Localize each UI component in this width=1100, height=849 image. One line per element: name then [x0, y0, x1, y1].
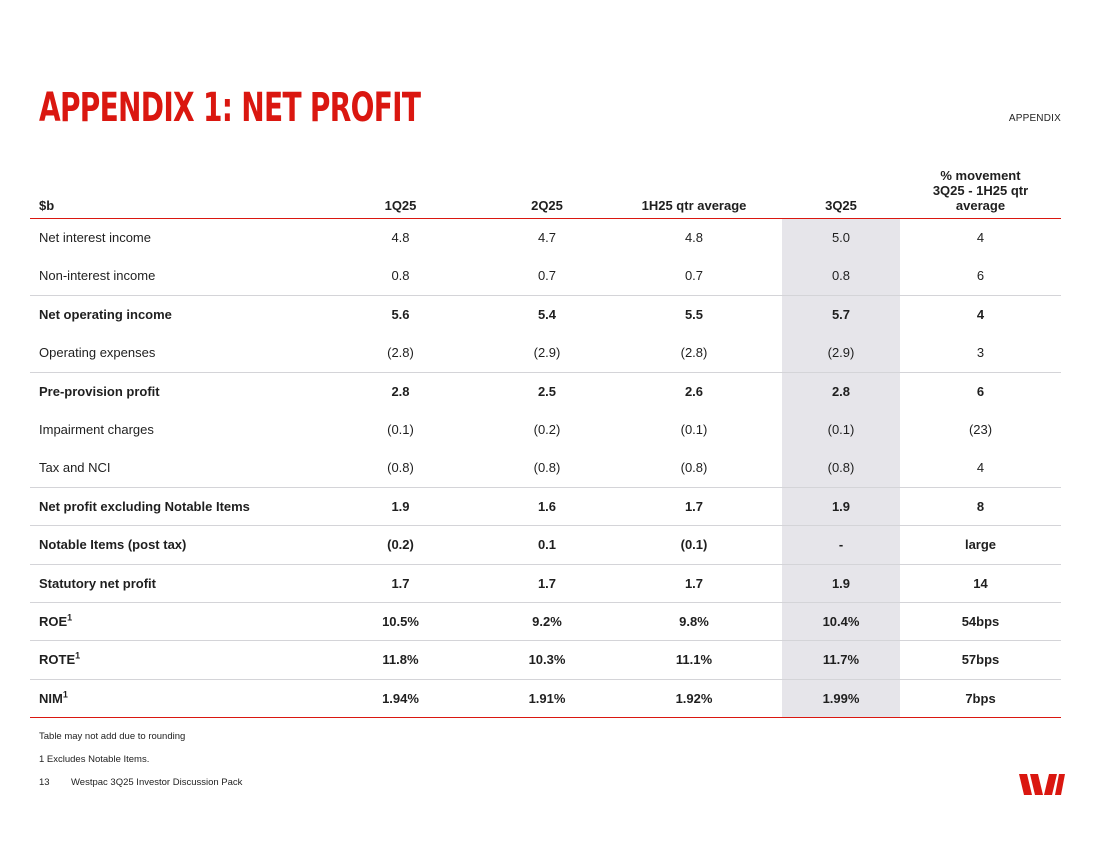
cell-1h25-avg: (2.8) [680, 345, 708, 361]
movement-header-line3: average [955, 198, 1006, 213]
row-label: ROTE [39, 652, 76, 668]
cell-1h25-avg: (0.1) [680, 422, 708, 438]
table-row [30, 641, 1061, 679]
table-row [30, 526, 1061, 564]
cell-movement: 6 [900, 372, 1061, 410]
table-row [30, 679, 1061, 717]
cell-3q25: (0.1) [782, 410, 900, 448]
rounding-note: Table may not add due to rounding [39, 731, 186, 742]
row-label: Operating expenses [39, 345, 156, 361]
cell-2q25: 0.7 [537, 268, 557, 284]
row-label-nim [30, 679, 313, 717]
column-header-1q25: 1Q25 [313, 168, 488, 219]
row-label: NIM [39, 690, 63, 706]
cell-1h25-avg: 9.8% [606, 602, 782, 640]
footnote-marker: 1 [62, 689, 68, 700]
row-label-rote [30, 641, 313, 679]
cell-movement: 54bps [900, 602, 1061, 640]
net-profit-table [30, 168, 1061, 718]
row-label: Notable Items (post tax) [30, 526, 313, 564]
cell-2q25: 5.4 [488, 295, 606, 333]
cell-3q25: 2.8 [782, 372, 900, 410]
table-row [30, 410, 1061, 448]
row-label: Net operating income [30, 295, 313, 333]
cell-1q25: (2.8) [387, 345, 414, 361]
cell-movement: 8 [900, 487, 1061, 525]
row-label: Non-interest income [39, 268, 156, 284]
table-row [30, 487, 1061, 525]
row-label: Net profit excluding Notable Items [30, 487, 313, 525]
page-number: 13 [39, 777, 50, 788]
table-row [30, 219, 1061, 257]
cell-3q25: 5.0 [782, 219, 900, 257]
cell-3q25: 1.99% [782, 679, 900, 717]
movement-header-line2: 3Q25 - 1H25 qtr [932, 183, 1029, 198]
cell-movement: 6 [976, 268, 985, 284]
column-header-3q25: 3Q25 [782, 168, 900, 219]
cell-1q25: (0.2) [313, 526, 488, 564]
cell-2q25: 10.3% [488, 641, 606, 679]
cell-1q25: 1.94% [313, 679, 488, 717]
cell-3q25: 0.8 [782, 257, 900, 295]
cell-2q25: (0.2) [533, 422, 561, 438]
footnote-marker: 1 [75, 651, 81, 662]
cell-2q25: 1.91% [488, 679, 606, 717]
page-title: APPENDIX 1: NET PROFIT [39, 85, 421, 131]
cell-1h25-avg: 1.92% [606, 679, 782, 717]
cell-movement: large [900, 526, 1061, 564]
column-header-label: $b [30, 168, 313, 219]
table-row [30, 257, 1061, 295]
cell-1q25: (0.8) [387, 460, 414, 476]
row-label: Statutory net profit [30, 564, 313, 602]
cell-2q25: 1.6 [488, 487, 606, 525]
cell-1q25: (0.1) [387, 422, 414, 438]
cell-1q25: 2.8 [313, 372, 488, 410]
cell-1h25-avg: 5.5 [606, 295, 782, 333]
cell-2q25: 1.7 [488, 564, 606, 602]
row-label-roe [30, 602, 313, 640]
cell-2q25: 0.1 [488, 526, 606, 564]
cell-movement: 14 [900, 564, 1061, 602]
cell-1q25: 1.7 [313, 564, 488, 602]
cell-3q25: 11.7% [782, 641, 900, 679]
table-row [30, 372, 1061, 410]
footnote-marker: 1 [67, 612, 73, 623]
cell-3q25: - [782, 526, 900, 564]
movement-header-line1: % movement [940, 168, 1021, 183]
cell-movement: 4 [976, 230, 985, 246]
table-row [30, 334, 1061, 372]
cell-1h25-avg: (0.1) [606, 526, 782, 564]
table-row [30, 295, 1061, 333]
cell-1q25: 1.9 [313, 487, 488, 525]
cell-movement: 4 [976, 460, 985, 476]
page-footer [39, 777, 242, 788]
table-row [30, 449, 1061, 487]
cell-2q25: 2.5 [488, 372, 606, 410]
cell-3q25: 10.4% [782, 602, 900, 640]
column-header-1h25-avg: 1H25 qtr average [606, 168, 782, 219]
cell-2q25: 4.7 [537, 230, 557, 246]
table-row [30, 564, 1061, 602]
cell-movement: (23) [968, 422, 993, 438]
column-header-movement [900, 168, 1061, 219]
table-row [30, 602, 1061, 640]
row-label: Impairment charges [39, 422, 154, 438]
cell-1h25-avg: 0.7 [684, 268, 704, 284]
row-label: Net interest income [39, 230, 151, 246]
cell-1h25-avg: 11.1% [606, 641, 782, 679]
cell-1h25-avg: 2.6 [606, 372, 782, 410]
cell-1q25: 11.8% [313, 641, 488, 679]
cell-1q25: 10.5% [313, 602, 488, 640]
column-header-2q25: 2Q25 [488, 168, 606, 219]
cell-movement: 4 [900, 295, 1061, 333]
cell-2q25: 9.2% [488, 602, 606, 640]
cell-1h25-avg: 1.7 [606, 564, 782, 602]
cell-movement: 7bps [900, 679, 1061, 717]
document-title: Westpac 3Q25 Investor Discussion Pack [71, 777, 243, 788]
cell-movement: 57bps [900, 641, 1061, 679]
cell-1h25-avg: 4.8 [684, 230, 704, 246]
cell-2q25: (2.9) [533, 345, 561, 361]
cell-3q25: 1.9 [782, 487, 900, 525]
row-label: Pre-provision profit [30, 372, 313, 410]
cell-3q25: (0.8) [782, 449, 900, 487]
cell-1q25: 4.8 [391, 230, 410, 246]
footnote: 1 Excludes Notable Items. [39, 754, 150, 765]
cell-movement: 3 [976, 345, 985, 361]
cell-1h25-avg: 1.7 [606, 487, 782, 525]
row-label: Tax and NCI [39, 460, 111, 476]
row-label: ROE [39, 614, 68, 630]
cell-1q25: 0.8 [391, 268, 410, 284]
table-header-row [30, 168, 1061, 219]
section-label: APPENDIX [1008, 113, 1061, 124]
cell-3q25: (2.9) [782, 334, 900, 372]
cell-3q25: 5.7 [782, 295, 900, 333]
westpac-w-logo-icon [1019, 774, 1065, 795]
cell-1q25: 5.6 [313, 295, 488, 333]
cell-2q25: (0.8) [533, 460, 561, 476]
cell-1h25-avg: (0.8) [680, 460, 708, 476]
cell-3q25: 1.9 [782, 564, 900, 602]
